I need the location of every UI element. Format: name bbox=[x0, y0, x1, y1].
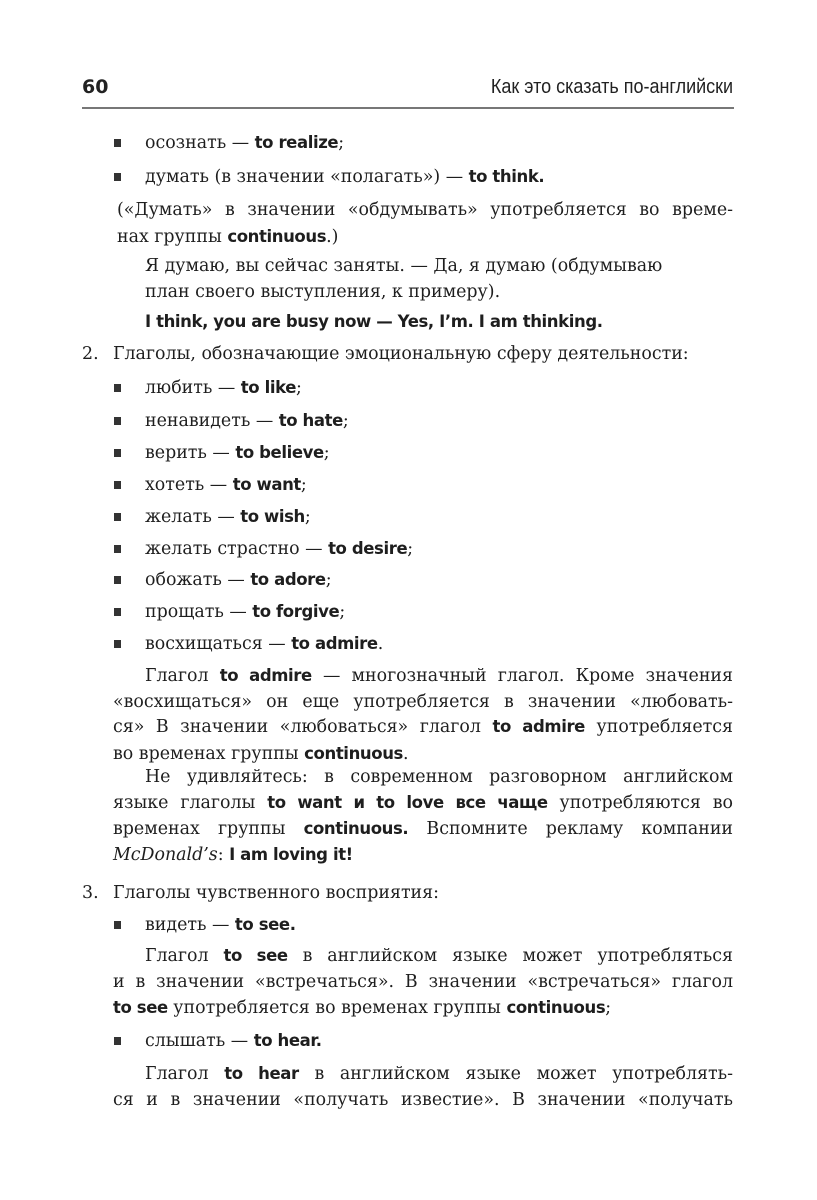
bullet-marker bbox=[114, 545, 121, 553]
bullet-marker bbox=[114, 576, 121, 584]
text-run: Я думаю, вы сейчас заняты. — Да, я думаю (обдумываю bbox=[145, 256, 663, 276]
list-item bbox=[145, 632, 383, 656]
text-line bbox=[113, 342, 689, 366]
list-item bbox=[145, 505, 311, 529]
text-line bbox=[145, 765, 733, 789]
english-term: continuous bbox=[227, 227, 327, 246]
bullet-marker bbox=[114, 640, 121, 648]
bullet-marker bbox=[114, 449, 121, 457]
text-run: ся» В значении «любоваться» глагол bbox=[113, 717, 493, 737]
text-run: любить — bbox=[145, 378, 241, 398]
text-run: ; bbox=[296, 378, 302, 398]
english-term: I am loving it! bbox=[229, 845, 353, 864]
text-run: ненавидеть — bbox=[145, 411, 279, 431]
text-run: ; bbox=[339, 602, 346, 622]
bullet-marker bbox=[114, 173, 121, 181]
text-run: в английском языке может употреблять- bbox=[298, 1064, 733, 1084]
list-item bbox=[145, 376, 302, 400]
text-line bbox=[113, 843, 353, 867]
list-item bbox=[145, 568, 332, 592]
list-item bbox=[145, 165, 544, 189]
text-run: временах группы bbox=[113, 819, 304, 839]
text-line bbox=[117, 225, 338, 249]
text-run: обожать — bbox=[145, 570, 251, 590]
text-run: . bbox=[402, 744, 409, 764]
list-item bbox=[145, 409, 349, 433]
bullet-marker bbox=[114, 608, 121, 616]
text-run: Глаголы чувственного восприятия: bbox=[113, 883, 439, 903]
english-term: to see. bbox=[234, 915, 296, 934]
list-number: 3. bbox=[82, 883, 99, 903]
page-number: 60 bbox=[82, 76, 109, 98]
text-run: желать — bbox=[145, 507, 241, 527]
english-term: to realize bbox=[254, 133, 339, 152]
text-run: .) bbox=[326, 227, 339, 247]
text-line bbox=[145, 280, 500, 304]
text-run: и в значении «встречаться». В значении «встречаться» глагол bbox=[113, 972, 733, 992]
list-item bbox=[145, 473, 307, 497]
text-run: языке глаголы bbox=[113, 793, 268, 813]
text-run: ; bbox=[605, 998, 612, 1018]
english-term: to see bbox=[113, 998, 168, 1017]
text-run: («Думать» в значении «обдумывать» употребляется во време- bbox=[117, 200, 733, 220]
text-run: Глагол bbox=[145, 666, 220, 686]
text-run: осознать — bbox=[145, 133, 255, 153]
bullet-marker bbox=[114, 481, 121, 489]
text-run: прощать — bbox=[145, 602, 253, 622]
text-line bbox=[145, 310, 603, 334]
text-run: восхищаться — bbox=[145, 634, 292, 654]
text-run: видеть — bbox=[145, 915, 235, 935]
text-run: Глаголы, обозначающие эмоциональную сферу деятельности: bbox=[113, 344, 689, 364]
english-term: continuous bbox=[506, 998, 606, 1017]
text-run: — многозначный глагол. Кроме значения bbox=[311, 666, 733, 686]
english-term: to admire bbox=[219, 666, 312, 685]
text-line bbox=[113, 791, 733, 815]
text-run: в английском языке может употребляться bbox=[287, 946, 733, 966]
text-run: ; bbox=[304, 507, 311, 527]
english-term: to admire bbox=[492, 717, 585, 736]
english-term: to adore bbox=[250, 570, 326, 589]
text-line bbox=[113, 970, 733, 994]
text-run: . bbox=[377, 634, 384, 654]
text-line bbox=[113, 996, 611, 1020]
bullet-marker bbox=[114, 139, 121, 147]
text-line bbox=[113, 742, 409, 766]
text-run: во временах группы bbox=[113, 744, 305, 764]
text-run: ; bbox=[338, 133, 345, 153]
english-term: to hate bbox=[278, 411, 343, 430]
text-run: Не удивляйтесь: в современном разговорном английском bbox=[145, 767, 733, 787]
text-run: употребляются во bbox=[547, 793, 733, 813]
text-run: Глагол bbox=[145, 946, 224, 966]
text-run: употребляется bbox=[584, 717, 733, 737]
text-line bbox=[113, 881, 439, 905]
text-run: ; bbox=[342, 411, 349, 431]
text-line bbox=[113, 715, 733, 739]
text-run: желать страстно — bbox=[145, 539, 329, 559]
text-line bbox=[117, 198, 733, 222]
running-title: Как это сказать по-английски bbox=[490, 76, 733, 98]
english-term: to hear bbox=[224, 1064, 299, 1083]
english-term: continuous bbox=[304, 744, 403, 763]
english-term: to forgive bbox=[252, 602, 340, 621]
text-line bbox=[145, 944, 733, 968]
english-term: to hear. bbox=[253, 1031, 322, 1050]
list-item bbox=[145, 131, 344, 155]
text-line bbox=[113, 690, 733, 714]
text-run: Вспомните рекламу компании bbox=[408, 819, 733, 839]
text-run: : bbox=[217, 845, 230, 865]
english-term: to believe bbox=[235, 443, 324, 462]
bullet-marker bbox=[114, 921, 121, 929]
text-run: «восхищаться» он еще употребляется в значении «любовать- bbox=[113, 692, 733, 712]
bullet-marker bbox=[114, 384, 121, 392]
english-term: to think. bbox=[468, 167, 545, 186]
list-item bbox=[145, 1029, 322, 1053]
text-run: Глагол bbox=[145, 1064, 225, 1084]
text-run: слышать — bbox=[145, 1031, 254, 1051]
bullet-marker bbox=[114, 513, 121, 521]
italic-text: McDonald’s bbox=[113, 845, 218, 865]
text-run: ся и в значении «получать известие». В значении «получать bbox=[113, 1090, 733, 1110]
english-term: to want bbox=[232, 475, 301, 494]
english-term: to like bbox=[240, 378, 296, 397]
text-line bbox=[145, 254, 662, 278]
text-line bbox=[113, 1088, 733, 1112]
english-term: continuous. bbox=[303, 819, 409, 838]
english-term: to want и to love все чаще bbox=[267, 793, 548, 812]
list-item bbox=[145, 913, 296, 937]
list-item bbox=[145, 441, 330, 465]
english-term: to admire bbox=[291, 634, 378, 653]
text-run: употребляется во временах группы bbox=[167, 998, 507, 1018]
list-item bbox=[145, 600, 345, 624]
text-line bbox=[145, 1062, 733, 1086]
english-term: to see bbox=[223, 946, 288, 965]
text-run: план своего выступления, к примеру). bbox=[145, 282, 501, 302]
english-term: I think, you are busy now — Yes, I’m. I am thinking. bbox=[145, 312, 603, 331]
list-item bbox=[145, 537, 413, 561]
text-run: думать (в значении «полагать») — bbox=[145, 167, 469, 187]
text-run: ; bbox=[323, 443, 330, 463]
text-run: ; bbox=[300, 475, 307, 495]
text-line bbox=[145, 664, 733, 688]
text-run: ; bbox=[325, 570, 332, 590]
list-number: 2. bbox=[82, 344, 99, 364]
english-term: to wish bbox=[240, 507, 305, 526]
bullet-marker bbox=[114, 1037, 121, 1045]
text-run: нах группы bbox=[117, 227, 228, 247]
text-run: верить — bbox=[145, 443, 236, 463]
english-term: to desire bbox=[328, 539, 408, 558]
header-rule bbox=[82, 107, 734, 109]
text-line bbox=[113, 817, 733, 841]
text-run: хотеть — bbox=[145, 475, 233, 495]
text-run: ; bbox=[407, 539, 414, 559]
bullet-marker bbox=[114, 417, 121, 425]
